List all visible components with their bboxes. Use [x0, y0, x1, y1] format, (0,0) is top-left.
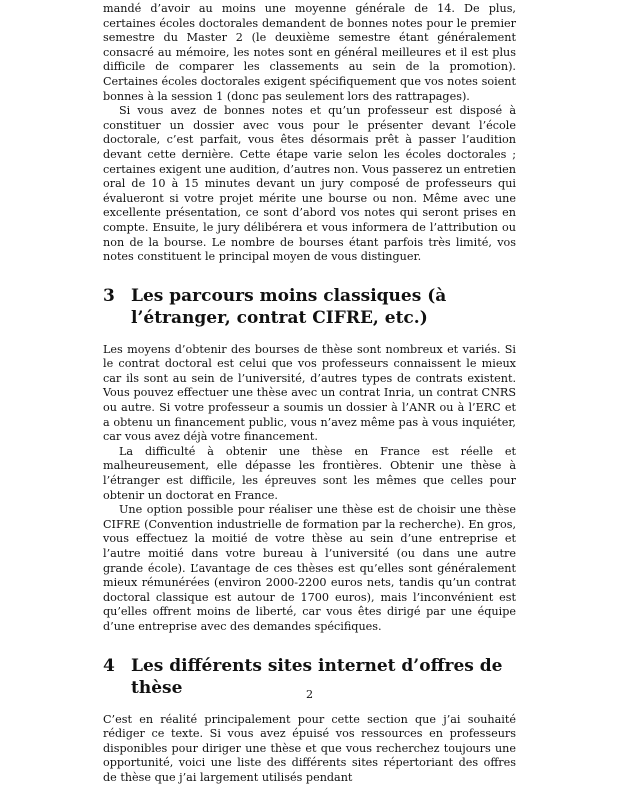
page-number: 2	[305, 688, 314, 701]
intro-paragraph-2: Si vous avez de bonnes notes et qu’un professeur est disposé à constituer un dossier avec vous pour le présenter devant l’école doctorale, c’est parfait, vous êtes désormais prêt à passer l’audition devant cette dernière. Cette étape varie selon les écoles doctorales ; certaines exigent une audition, d’autres non. Vous passerez un entretien oral de 10 à 15 minutes devant un jury composé de professeurs qui évalueront si votre projet mérite une bourse ou non. Même avec une excellente présentation, ce sont d’abord vos notes qui seront prises en compte. Ensuite, le jury délibérera et vous informera de l’attribution ou non de la bourse. Le nombre de bourses étant parfois très limité, vos notes constituent le principal moyen de vous distinguer.	[103, 104, 516, 264]
section-3-paragraph-2: La difficulté à obtenir une thèse en France est réelle et malheureusement, elle dépasse les frontières. Obtenir une thèse à l’étranger est difficile, les épreuves sont les mêmes que celles pour obtenir un doctorat en France.	[103, 444, 516, 502]
section-3-number: 3	[103, 285, 115, 306]
section-3-title: Les parcours moins classiques (à l’étranger, contrat CIFRE, etc.)	[131, 285, 447, 328]
section-4-paragraph-1: C’est en réalité principalement pour cette section que j’ai souhaité rédiger ce texte. Si vous avez épuisé vos ressources en professeurs disponibles pour diriger une thèse et que vous recherchez toujours une opportunité, voici une liste des différents sites répertoriant des offres de thèse que j’ai largement utilisés pendant	[103, 712, 516, 784]
section-3-paragraph-3: Une option possible pour réaliser une thèse est de choisir une thèse CIFRE (Convention industrielle de formation par la recherche). En gros, vous effectuez la moitié de votre thèse au sein d’une entreprise et l’autre moitié dans votre bureau à l’université (ou dans une autre grande école). L’avantage de ces thèses est qu’elles sont généralement mieux rémunérées (environ 2000-2200 euros nets, tandis qu’un contrat doctoral classique est autour de 1700 euros), mais l’inconvénient est qu’elles offrent moins de liberté, car vous êtes dirigé par une équipe d’une entreprise avec des demandes spécifiques.	[103, 503, 516, 633]
intro-paragraph-1: mandé d’avoir au moins une moyenne générale de 14. De plus, certaines écoles doctorales demandent de bonnes notes pour le premier semestre du Master 2 (le deuxième semestre étant généralement consacré au mémoire, les notes sont en général meilleures et il est plus difficile de comparer les classements au sein de la promotion). Certaines écoles doctorales exigent spécifiquement que vos notes soient bonnes à la session 1 (donc pas seulement lors des rattrapages).	[103, 2, 516, 103]
section-3-paragraph-1: Les moyens d’obtenir des bourses de thèse sont nombreux et variés. Si le contrat doctoral est celui que vos professeurs connaissent le mieux car ils sont au sein de l’université, d’autres types de contrats existent. Vous pouvez effectuer une thèse avec un contrat Inria, un contrat CNRS ou autre. Si votre professeur a soumis un dossier à l’ANR ou à l’ERC et a obtenu un financement public, vous n’avez même pas à vous inquiéter, car vous avez déjà votre financement.	[103, 342, 516, 444]
section-4-title: Les différents sites internet d’offres de thèse	[131, 655, 503, 698]
section-3-heading	[103, 285, 516, 329]
section-4-number: 4	[103, 655, 115, 676]
text-column	[103, 2, 516, 786]
